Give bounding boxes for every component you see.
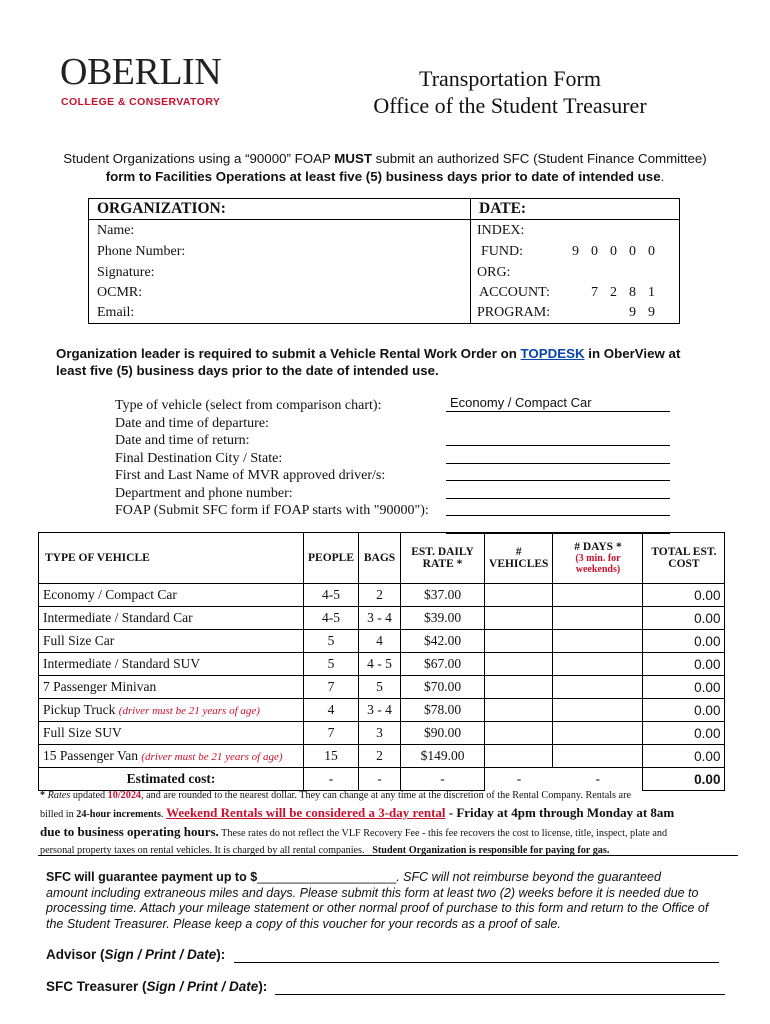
days-input[interactable] xyxy=(553,653,643,676)
estimate-days: - xyxy=(595,771,600,787)
bags-cell: 3 xyxy=(359,722,401,745)
vehicle-type-cell: Full Size SUV xyxy=(39,722,304,745)
form-subtitle: Office of the Student Treasurer xyxy=(373,93,647,118)
total-cell: 0.00 xyxy=(643,699,725,722)
people-cell: 15 xyxy=(304,745,359,768)
program-field: PROGRAM: xyxy=(477,305,551,320)
table-row xyxy=(39,607,725,630)
vehicles-input[interactable] xyxy=(485,676,553,699)
table-row xyxy=(39,676,725,699)
total-cell: 0.00 xyxy=(643,745,725,768)
vehicle-rate-table xyxy=(38,532,725,791)
requirement-note: Organization leader is required to submit a Vehicle Rental Work Order on TOPDESK in OberView at least five (5) business days prior to the date of intended use. xyxy=(56,346,681,378)
total-cell: 0.00 xyxy=(643,722,725,745)
rate-cell: $70.00 xyxy=(401,676,485,699)
fund-value: 90000 xyxy=(572,244,667,259)
departure-input[interactable] xyxy=(446,429,670,446)
days-input[interactable] xyxy=(553,676,643,699)
total-cell: 0.00 xyxy=(643,607,725,630)
days-input[interactable] xyxy=(553,607,643,630)
table-row xyxy=(39,722,725,745)
total-cell: 0.00 xyxy=(643,630,725,653)
guarantee-text: SFC will guarantee payment up to $____________________. SFC will not reimburse beyond the guaranteed amount including extraneous miles and days. Please submit this form at least two (2) weeks before it is needed due to processing time. Attach your mileage statement or other normal proof of purchase to this form and return to the Office of the Student Treasurer. Please keep a copy of this voucher for your records as a proof of sale. xyxy=(46,870,709,931)
header-people: PEOPLE xyxy=(304,533,359,584)
advisor-signature-label: Advisor (Sign / Print / Date): xyxy=(46,947,226,962)
organization-header: ORGANIZATION: xyxy=(97,200,226,217)
intro-text: Student Organizations using a “90000” FOAP MUST submit an authorized SFC (Student Finance Committee) form to Facilities Operations at least five (5) business days prior to date of intended use. xyxy=(63,151,707,184)
rate-cell: $78.00 xyxy=(401,699,485,722)
header-vehicles: # VEHICLES xyxy=(485,533,553,584)
destination-input[interactable] xyxy=(446,464,670,481)
logo-wordmark: OBERLIN xyxy=(60,51,222,93)
vehicles-input[interactable] xyxy=(485,584,553,607)
logo-subtitle: COLLEGE & CONSERVATORY xyxy=(61,96,221,108)
email-field[interactable]: Email: xyxy=(97,305,135,320)
bags-cell: 3 - 4 xyxy=(359,607,401,630)
return-input[interactable] xyxy=(446,447,670,464)
name-field[interactable]: Name: xyxy=(97,223,135,238)
estimate-total: 0.00 xyxy=(643,768,725,791)
topdesk-link[interactable]: TOPDESK xyxy=(520,346,585,361)
estimate-rate: - xyxy=(401,768,485,791)
people-cell: 7 xyxy=(304,676,359,699)
signature-field[interactable]: Signature: xyxy=(97,265,155,280)
people-cell: 7 xyxy=(304,722,359,745)
rate-cell: $149.00 xyxy=(401,745,485,768)
table-row xyxy=(39,653,725,676)
advisor-signature-line[interactable] xyxy=(234,962,719,963)
vehicle-type-cell: 15 Passenger Van (driver must be 21 years of age) xyxy=(39,745,304,768)
days-input[interactable] xyxy=(553,745,643,768)
index-field[interactable]: INDEX: xyxy=(477,223,525,238)
guarantee-amount-input[interactable]: ____________________ xyxy=(257,870,397,884)
table-header-row xyxy=(39,533,725,584)
header-bags: BAGS xyxy=(359,533,401,584)
vehicles-input[interactable] xyxy=(485,630,553,653)
table-row xyxy=(39,584,725,607)
trip-details-labels: Type of vehicle (select from comparison chart): Date and time of departure: Date and time of return: Final Destination City / State: First and Last Name of MVR approved driver/s: Department and phone number: FOAP (Submit SFC form if FOAP starts with "90000"): xyxy=(115,398,429,518)
bags-cell: 3 - 4 xyxy=(359,699,401,722)
ocmr-field[interactable]: OCMR: xyxy=(97,285,143,300)
people-cell: 5 xyxy=(304,653,359,676)
days-input[interactable] xyxy=(553,722,643,745)
vehicles-input[interactable] xyxy=(485,653,553,676)
vehicle-type-cell: Pickup Truck (driver must be 21 years of age) xyxy=(39,699,304,722)
bags-cell: 4 xyxy=(359,630,401,653)
total-cell: 0.00 xyxy=(643,584,725,607)
form-title: Transportation Form xyxy=(419,66,601,91)
estimate-bags: - xyxy=(359,768,401,791)
vehicles-input[interactable] xyxy=(485,607,553,630)
header-rate: EST. DAILY RATE * xyxy=(401,533,485,584)
header-days: # DAYS * (3 min. for weekends) xyxy=(553,533,643,584)
rate-cell: $37.00 xyxy=(401,584,485,607)
people-cell: 4 xyxy=(304,699,359,722)
rate-cell: $42.00 xyxy=(401,630,485,653)
vehicle-type-cell: Intermediate / Standard SUV xyxy=(39,653,304,676)
table-row xyxy=(39,745,725,768)
vehicle-type-cell: Intermediate / Standard Car xyxy=(39,607,304,630)
total-cell: 0.00 xyxy=(643,676,725,699)
people-cell: 5 xyxy=(304,630,359,653)
organization-box xyxy=(88,198,680,324)
days-input[interactable] xyxy=(553,699,643,722)
vehicle-type-input[interactable]: Economy / Compact Car xyxy=(446,395,670,412)
header-total: TOTAL EST. COST xyxy=(643,533,725,584)
account-value: 7281 xyxy=(591,285,667,300)
people-cell: 4-5 xyxy=(304,607,359,630)
rate-cell: $90.00 xyxy=(401,722,485,745)
bags-cell: 2 xyxy=(359,745,401,768)
bags-cell: 2 xyxy=(359,584,401,607)
people-cell: 4-5 xyxy=(304,584,359,607)
bags-cell: 4 - 5 xyxy=(359,653,401,676)
rate-cell: $67.00 xyxy=(401,653,485,676)
days-input[interactable] xyxy=(553,584,643,607)
vehicles-input[interactable] xyxy=(485,745,553,768)
table-row xyxy=(39,699,725,722)
estimate-people: - xyxy=(304,768,359,791)
program-value: 99 xyxy=(629,305,667,320)
treasurer-signature-line[interactable] xyxy=(275,994,725,995)
table-row xyxy=(39,630,725,653)
header-type: TYPE OF VEHICLE xyxy=(39,533,304,584)
vehicles-input[interactable] xyxy=(485,722,553,745)
department-input[interactable] xyxy=(446,499,670,516)
estimate-label: Estimated cost: xyxy=(39,768,304,791)
date-header[interactable]: DATE: xyxy=(479,200,527,217)
days-input[interactable] xyxy=(553,630,643,653)
phone-field[interactable]: Phone Number: xyxy=(97,244,186,259)
vehicles-input[interactable] xyxy=(485,699,553,722)
treasurer-signature-label: SFC Treasurer (Sign / Print / Date): xyxy=(46,979,268,994)
total-cell: 0.00 xyxy=(643,653,725,676)
divider xyxy=(38,855,738,856)
vehicle-type-cell: Full Size Car xyxy=(39,630,304,653)
rate-cell: $39.00 xyxy=(401,607,485,630)
rate-notes: * Rates updated 10/2024, and are rounded to the nearest dollar. They can change at any time at the discretion of the Rental Company. Rentals are billed in 24-hour increments. Weekend Rentals will be considered a 3-day rental - Friday at 4pm through Monday at 8am due to business operating hours. These rates do not reflect the VLF Recovery Fee - this fee recovers the cost to license, title, inspect, plate and personal property taxes on rental vehicles. It is charged by all rental companies. Student Organization is responsible for paying for gas. xyxy=(40,790,675,856)
org-field[interactable]: ORG: xyxy=(477,265,511,280)
fund-field: FUND: xyxy=(481,244,524,259)
estimate-vehicles: - xyxy=(516,771,522,787)
bags-cell: 5 xyxy=(359,676,401,699)
vehicle-type-cell: Economy / Compact Car xyxy=(39,584,304,607)
vehicle-type-cell: 7 Passenger Minivan xyxy=(39,676,304,699)
driver-input[interactable] xyxy=(446,482,670,499)
account-field: ACCOUNT: xyxy=(479,285,550,300)
